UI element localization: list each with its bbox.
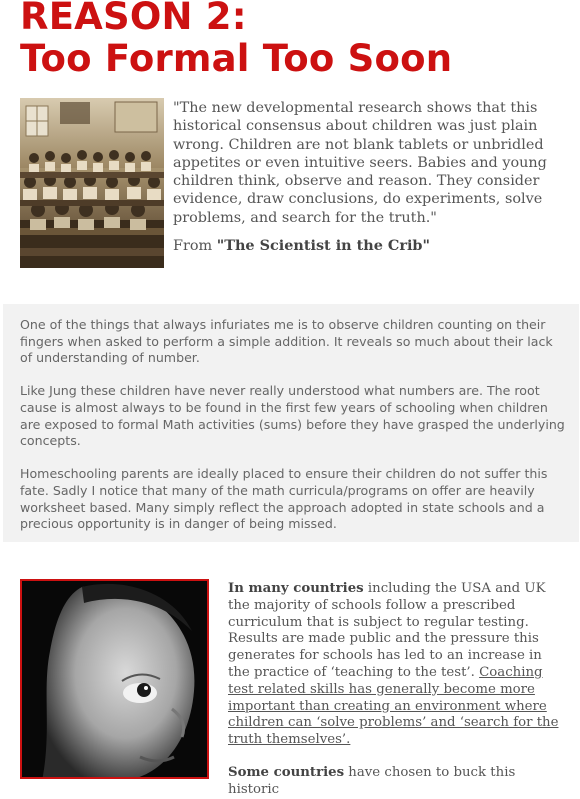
quote-source	[173, 237, 563, 255]
quote-source-prefix: From	[173, 238, 217, 255]
quote-block	[173, 99, 563, 255]
heading-line-1: REASON 2:	[20, 0, 247, 38]
bottom-text	[228, 581, 563, 799]
coaching-test-link[interactable]: Coaching test related skills has generally become more important than creating an environment where children can ‘solve problems’ and ‘search for the truth themselves’.	[228, 664, 559, 748]
child-face-illustration	[22, 581, 207, 777]
gray-paragraph-1: One of the things that always infuriates me is to observe children counting on their fingers when asked to perform a simple addition. It reveals so much about their lack of understanding of number.	[20, 317, 553, 366]
bottom-p1-bold: In many countries	[228, 581, 364, 596]
quote-source-title: "The Scientist in the Crib"	[216, 237, 430, 255]
quote-text: "The new developmental research shows that this historical consensus about children was just plain wrong. Children are not blank tablets or unbridled appetites or even intuitive seers. Babies and young children think, observe and reason. They consider evidence, draw conclusions, do experiments, solve problems, and search for the truth."	[173, 100, 547, 226]
classroom-illustration	[20, 98, 164, 268]
bottom-p1-text: including the USA and UK the majority of schools follow a prescribed curriculum that is subject to regular testing. Results are made public and the pressure this generates for schools has led to an increase in the practice of ‘teaching to the test’.	[228, 581, 546, 680]
bottom-paragraph-1	[228, 581, 563, 749]
child-photo	[20, 579, 209, 779]
gray-panel-text	[20, 317, 565, 549]
gray-paragraph-2: Like Jung these children have never really understood what numbers are. The root cause is almost always to be found in the first few years of schooling when children are exposed to formal Math activities (sums) before they have grasped the underlying concepts.	[20, 383, 565, 449]
classroom-photo	[20, 98, 164, 268]
page-heading	[20, 0, 452, 80]
bottom-p2-bold: Some countries	[228, 764, 345, 780]
bottom-paragraph-2	[228, 765, 563, 799]
bottom-p2-text: have chosen to buck this historic	[228, 764, 516, 797]
gray-paragraph-3: Homeschooling parents are ideally placed to ensure their children do not suffer this fate. Sadly I notice that many of the math curricula/programs on offer are heavily worksheet based. Many simply reflect the approach adopted in state schools and a precious opportunity is in danger of being missed.	[20, 466, 548, 532]
heading-line-2: Too Formal Too Soon	[20, 37, 453, 80]
